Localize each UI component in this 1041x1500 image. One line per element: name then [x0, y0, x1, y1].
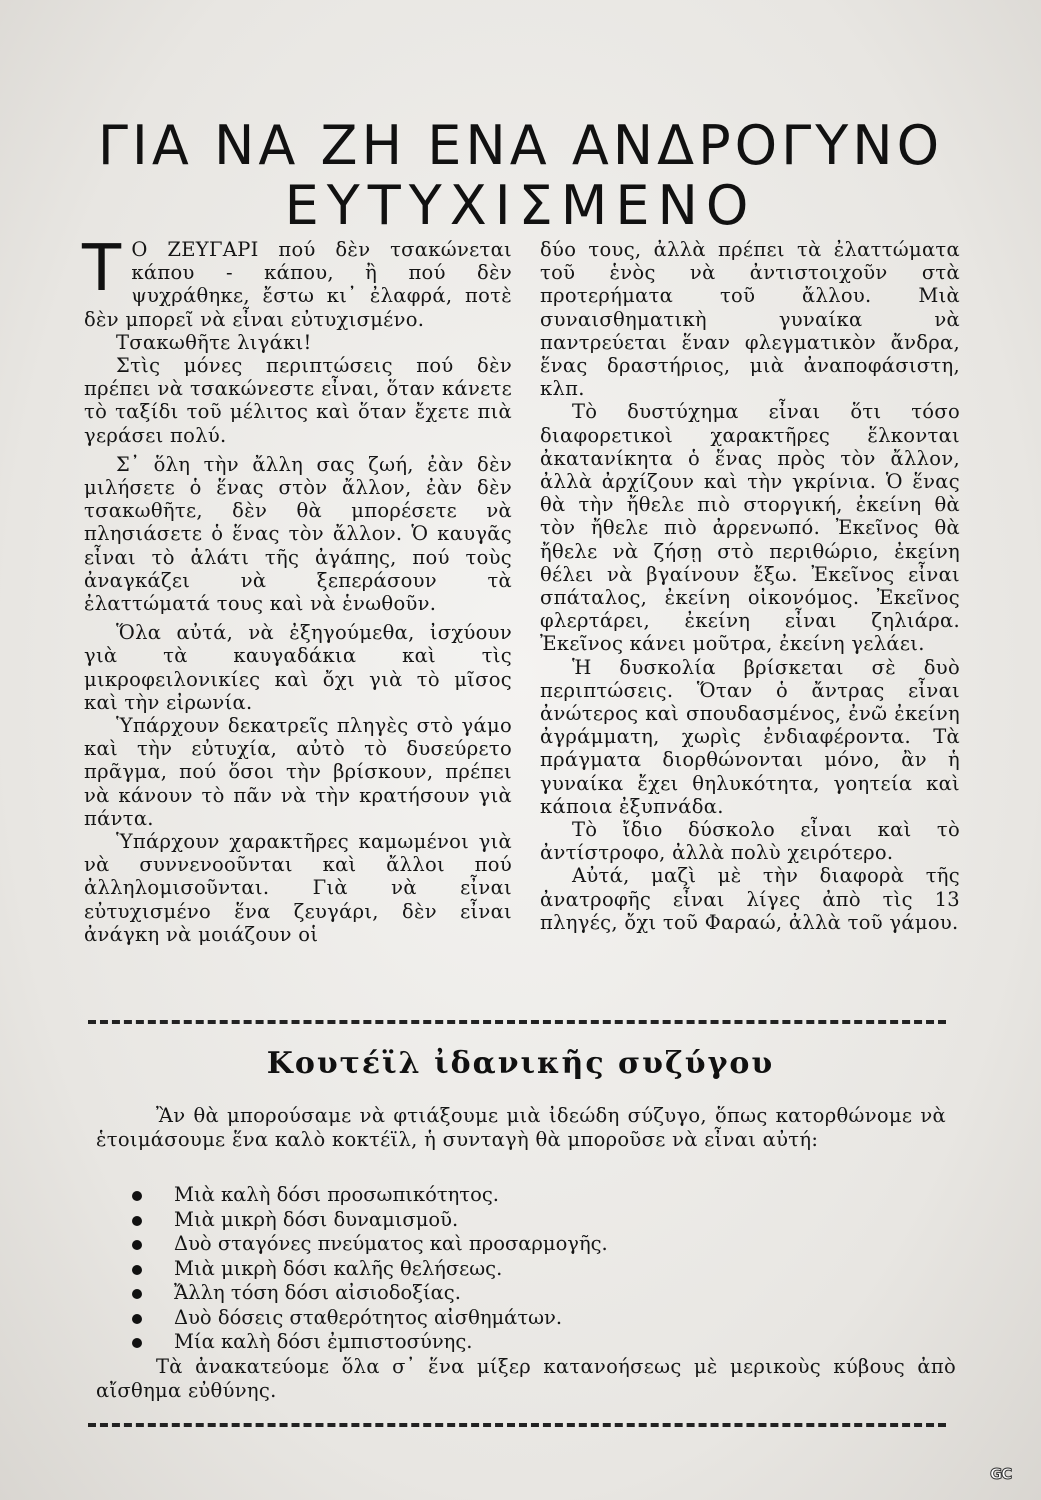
- paragraph-7: Ὑπάρχουν χαρακτῆρες καμωμένοι γιὰ νὰ συννενοοῦνται καὶ ἄλλοι πού ἀλληλομισοῦνται. Γιὰ νὰ εἶναι εὐτυχισμένο ἕνα ζευγάρι, δὲν εἶναι ἀνάγκη νὰ μοιάζουν οἱ: [84, 830, 512, 946]
- list-item: Δυὸ δόσεις σταθερότητος αἰσθημάτων.: [128, 1306, 928, 1331]
- paragraph-5: Ὅλα αὐτά, νὰ ἐξηγούμεθα, ἰσχύουν γιὰ τὰ καυγαδάκια καὶ τὶς μικροφειλονικίες καὶ ὄχι γιὰ τὸ μῖσος καὶ τὴν εἰρωνία.: [84, 621, 512, 714]
- paragraph-3: Στὶς μόνες περιπτώσεις πού δὲν πρέπει νὰ τσακώνεστε εἶναι, ὅταν κάνετε τὸ ταξίδι τοῦ μέλιτος καὶ ὅταν ἔχετε πιὰ γεράσει πολύ.: [84, 354, 512, 447]
- paragraph-2: Τσακωθῆτε λιγάκι!: [116, 330, 312, 354]
- article-left-column: [82, 232, 512, 946]
- cocktail-box-title: Κουτέϊλ ἰδανικῆς συζύγου: [266, 1046, 775, 1081]
- paragraph-12: Αὐτά, μαζὶ μὲ τὴν διαφορὰ τῆς ἀνατροφῆς εἶναι λίγες ἀπὸ τὶς 13 πληγές, ὄχι τοῦ Φαραώ, ἀλλὰ τοῦ γάμου.: [540, 864, 960, 934]
- paragraph-6: Ὑπάρχουν δεκατρεῖς πληγὲς στὸ γάμο καὶ τὴν εὐτυχία, αὐτὸ τὸ δυσεύρετο πρᾶγμα, πού ὅσοι τὴν βρίσκουν, πρέπει νὰ κάνουν τὸ πᾶν νὰ τὴν κρατήσουν γιὰ πάντα.: [84, 714, 512, 830]
- article-title-line-2: ΕΥΤΥΧΙΣΜΕΝΟ: [284, 174, 757, 237]
- bullet-icon: [132, 1191, 142, 1201]
- cocktail-intro: [96, 1104, 946, 1152]
- list-item: Μία καλὴ δόσι ἐμπιστοσύνης.: [128, 1330, 928, 1355]
- bullet-icon: [132, 1216, 142, 1226]
- cocktail-intro-text: Ἂν θὰ μπορούσαμε νὰ φτιάξουμε μιὰ ἰδεώδη σύζυγο, ὅπως κατορθώνομε νὰ ἑτοιμάσουμε ἕνα καλὸ κοκτέϊλ, ἡ συνταγὴ θὰ μποροῦσε νὰ εἶναι αὐτή:: [96, 1104, 946, 1151]
- dashed-divider-top: [88, 1020, 946, 1024]
- cocktail-outro: [96, 1355, 956, 1403]
- bullet-icon: [132, 1240, 142, 1250]
- paragraph-11: Τὸ ἴδιο δύσκολο εἶναι καὶ τὸ ἀντίστροφο, ἀλλὰ πολὺ χειρότερο.: [540, 818, 960, 865]
- list-item: Μιὰ καλὴ δόσι προσωπικότητος.: [128, 1183, 928, 1208]
- paragraph-9: Τὸ δυστύχημα εἶναι ὅτι τόσο διαφορετικοὶ χαρακτῆρες ἕλκονται ἀκατανίκητα ὁ ἕνας πρὸς τὸν ἄλλον, ἀλλὰ ἀρχίζουν καὶ τὴν γκρίνια. Ὁ ἕνας θὰ τὴν ἤθελε πιὸ στοργική, ἐκείνη θὰ τὸν ἤθελε πιὸ ἀρρενωπό. Ἐκεῖνος θὰ ἤθελε νὰ ζήσῃ στὸ περιθώριο, ἐκείνη θέλει νὰ βγαίνουν ἔξω. Ἐκεῖνος εἶναι σπάταλος, ἐκείνη οἰκονόμος. Ἐκεῖνος φλερτάρει, ἐκείνη εἶναι ζηλιάρα. Ἐκεῖνος κάνει μοῦτρα, ἐκείνη γελάει.: [540, 400, 960, 656]
- list-item: Μιὰ μικρὴ δόσι δυναμισμοῦ.: [128, 1208, 928, 1233]
- cocktail-outro-text: Τὰ ἀνακατεύομε ὅλα σ᾿ ἕνα μίξερ κατανοήσεως μὲ μερικοὺς κύβους ἀπὸ αἴσθημα εὐθύνης.: [96, 1355, 956, 1402]
- bullet-icon: [132, 1265, 142, 1275]
- article-right-column: [540, 238, 960, 934]
- bullet-icon: [132, 1314, 142, 1324]
- drop-cap: Τ: [82, 232, 122, 306]
- ingredient-list: [128, 1183, 928, 1355]
- list-item: Μιὰ μικρὴ δόσι καλῆς θελήσεως.: [128, 1257, 928, 1282]
- paragraph-1: [82, 232, 512, 331]
- paragraph-4: Σ᾿ ὅλη τὴν ἄλλη σας ζωή, ἐὰν δὲν μιλήσετε ὁ ἕνας στὸν ἄλλον, ἐὰν δὲν τσακωθῆτε, δὲν θὰ μπορέσετε νὰ πλησιάσετε ὁ ἕνας τὸν ἄλλον. Ὁ καυγᾶς εἶναι τὸ ἁλάτι τῆς ἀγάπης, πού τοὺς ἀναγκάζει νὰ ξεπεράσουν τὰ ἐλαττώματά τους καὶ νὰ ἑνωθοῦν.: [84, 452, 512, 616]
- list-item: Δυὸ σταγόνες πνεύματος καὶ προσαρμογῆς.: [128, 1232, 928, 1257]
- watermark-logo: GC: [990, 1465, 1012, 1483]
- list-item: Ἄλλη τόση δόσι αἰσιοδοξίας.: [128, 1281, 928, 1306]
- paragraph-10: Ἡ δυσκολία βρίσκεται σὲ δυὸ περιπτώσεις. Ὅταν ὁ ἄντρας εἶναι ἀνώτερος καὶ σπουδασμένος, ἐνῶ ἐκείνη ἀγράμματη, χωρὶς ἐνδιαφέροντα. Τὰ πράγματα διορθώνονται μόνο, ἂν ἡ γυναίκα ἔχει θηλυκότητα, γοητεία καὶ κάποια ἐξυπνάδα.: [540, 655, 960, 818]
- bullet-icon: [132, 1338, 142, 1348]
- dashed-divider-bottom: [88, 1423, 946, 1427]
- article-title-line-1: ΓΙΑ ΝΑ ΖΗ ΕΝΑ ΑΝΔΡΟΓΥΝΟ: [97, 114, 944, 177]
- paragraph-1-text: Ο ΖΕΥΓΑΡΙ πού δὲν τσακώνεται κάπου - κάπου, ἢ πού δὲν ψυχράθηκε, ἔστω κι᾿ ἐλαφρά, ποτὲ δὲν μπορεῖ νὰ εἶναι εὐτυχισμένο.: [84, 238, 512, 331]
- bullet-icon: [132, 1289, 142, 1299]
- paragraph-8: δύο τους, ἀλλὰ πρέπει τὰ ἐλαττώματα τοῦ ἑνὸς νὰ ἀντιστοιχοῦν στὰ προτερήματα τοῦ ἄλλου. Μιὰ συναισθηματικὴ γυναίκα νὰ παντρεύεται ἕναν φλεγματικὸν ἄνδρα, ἕνας δραστήριος, μιὰ ἀναποφάσιστη, κλπ.: [540, 238, 960, 401]
